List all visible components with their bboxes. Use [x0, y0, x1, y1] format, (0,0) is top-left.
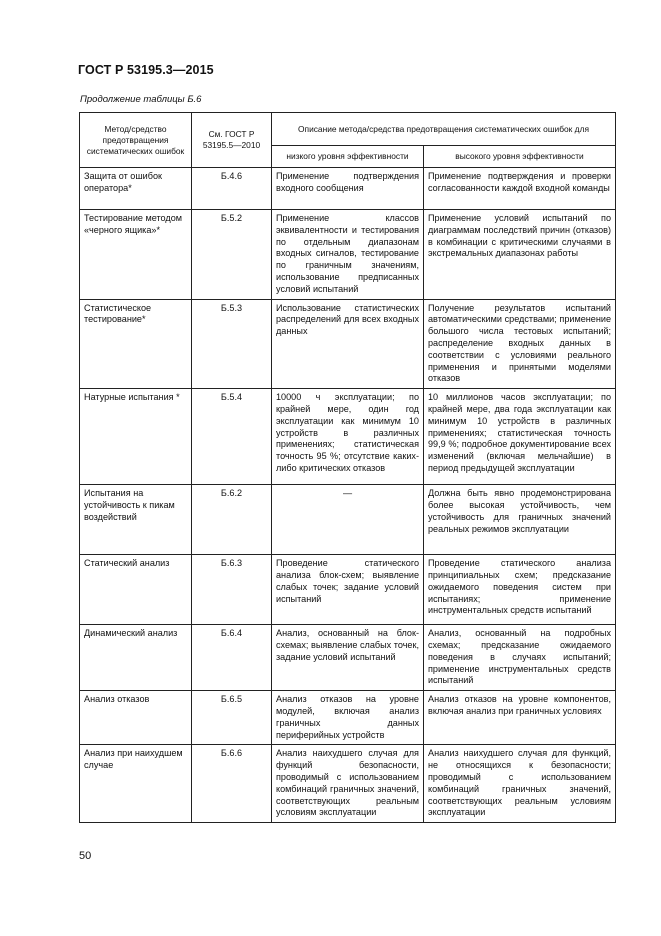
cell-ref: Б.4.6 — [192, 168, 272, 210]
header-method: Метод/средство предотвращения систематических ошибок — [80, 113, 192, 168]
cell-high: Применение условий испытаний по диаграммам последствий причин (отказов) в комбинации с критическими случаями в экстремальных диапазонах работы — [424, 210, 616, 300]
table-row — [80, 691, 616, 745]
cell-method: Натурные испытания * — [80, 389, 192, 485]
cell-high: Получение результатов испытаний автоматическими средствами; применение большого числа тестовых испытаний; распределение входных данных в соответствии с условиями реального применения и принятыми моделями отказов — [424, 299, 616, 389]
cell-ref: Б.6.5 — [192, 691, 272, 745]
cell-low: Проведение статического анализа блок-схем; выявление слабых точек; задание условий испытаний — [272, 555, 424, 625]
cell-low: Использование статистических распределений для всех входных данных — [272, 299, 424, 389]
header-high: высокого уровня эффективности — [424, 146, 616, 168]
cell-low: Анализ наихудшего случая для функций безопасности, проводимый с использованием комбинаций граничных значений, соответствующих реальным условиям эксплуатации — [272, 745, 424, 823]
cell-method: Анализ отказов — [80, 691, 192, 745]
cell-low: Применение классов эквивалентности и тестирования по отдельным диапазонам входных сигналов, тестирование по граничным значениям, использование предписанных условий испытаний — [272, 210, 424, 300]
document-header: ГОСТ Р 53195.3—2015 — [78, 63, 214, 77]
methods-table — [79, 112, 616, 823]
cell-method: Динамический анализ — [80, 625, 192, 691]
cell-ref: Б.6.6 — [192, 745, 272, 823]
cell-high: 10 миллионов часов эксплуатации; по крайней мере, два года эксплуатации как минимум 10 устройств в различных применениях; статистическая точность 99,9 %; подробное документирование всех изменений (включая мельчайшие) в период предыдущей эксплуатации — [424, 389, 616, 485]
table-row — [80, 168, 616, 210]
header-ref: См. ГОСТ Р 53195.5—2010 — [192, 113, 272, 168]
cell-ref: Б.6.3 — [192, 555, 272, 625]
cell-method: Защита от ошибок оператора* — [80, 168, 192, 210]
cell-method: Статический анализ — [80, 555, 192, 625]
cell-low: Анализ отказов на уровне модулей, включая анализ граничных данных периферийных устройств — [272, 691, 424, 745]
cell-low: 10000 ч эксплуатации; по крайней мере, один год эксплуатации как минимум 10 устройств в различных применениях; статистическая точность 95 %; отсутствие каких-либо критических отказов — [272, 389, 424, 485]
table-row — [80, 299, 616, 389]
cell-ref: Б.5.4 — [192, 389, 272, 485]
cell-method: Статистическое тестирование* — [80, 299, 192, 389]
cell-high: Должна быть явно продемонстрирована более высокая устойчивость, чем устойчивость для граничных значений реальных режимов эксплуатации — [424, 485, 616, 555]
header-group: Описание метода/средства предотвращения систематических ошибок для — [272, 113, 616, 146]
cell-high: Применение подтверждения и проверки согласованности каждой входной команды — [424, 168, 616, 210]
cell-ref: Б.5.3 — [192, 299, 272, 389]
cell-ref: Б.6.4 — [192, 625, 272, 691]
cell-high: Проведение статического анализа принципиальных схем; предсказание ожидаемого поведения систем при испытаниях; применение инструментальных средств испытаний — [424, 555, 616, 625]
cell-high: Анализ отказов на уровне компонентов, включая анализ при граничных условиях — [424, 691, 616, 745]
cell-low: Применение подтверждения входного сообщения — [272, 168, 424, 210]
table-row — [80, 555, 616, 625]
header-low: низкого уровня эффективности — [272, 146, 424, 168]
table-row — [80, 389, 616, 485]
cell-ref: Б.5.2 — [192, 210, 272, 300]
table-row — [80, 745, 616, 823]
table-row — [80, 210, 616, 300]
cell-method: Тестирование методом «черного ящика»* — [80, 210, 192, 300]
cell-low: Анализ, основанный на блок-схемах; выявление слабых точек, задание условий испытаний — [272, 625, 424, 691]
table-row — [80, 485, 616, 555]
cell-high: Анализ, основанный на подробных схемах; предсказание ожидаемого поведения в случаях испытаний; применение инструментальных средств испытаний — [424, 625, 616, 691]
page-number: 50 — [79, 850, 92, 862]
table-caption: Продолжение таблицы Б.6 — [80, 94, 202, 105]
cell-method: Анализ при наихудшем случае — [80, 745, 192, 823]
cell-low: — — [272, 485, 424, 555]
table-row — [80, 625, 616, 691]
cell-method: Испытания на устойчивость к пикам воздействий — [80, 485, 192, 555]
cell-high: Анализ наихудшего случая для функций, не относящихся к безопасности; проводимый с использованием комбинаций граничных значений, соответствующих реальным условиям эксплуатации — [424, 745, 616, 823]
cell-ref: Б.6.2 — [192, 485, 272, 555]
